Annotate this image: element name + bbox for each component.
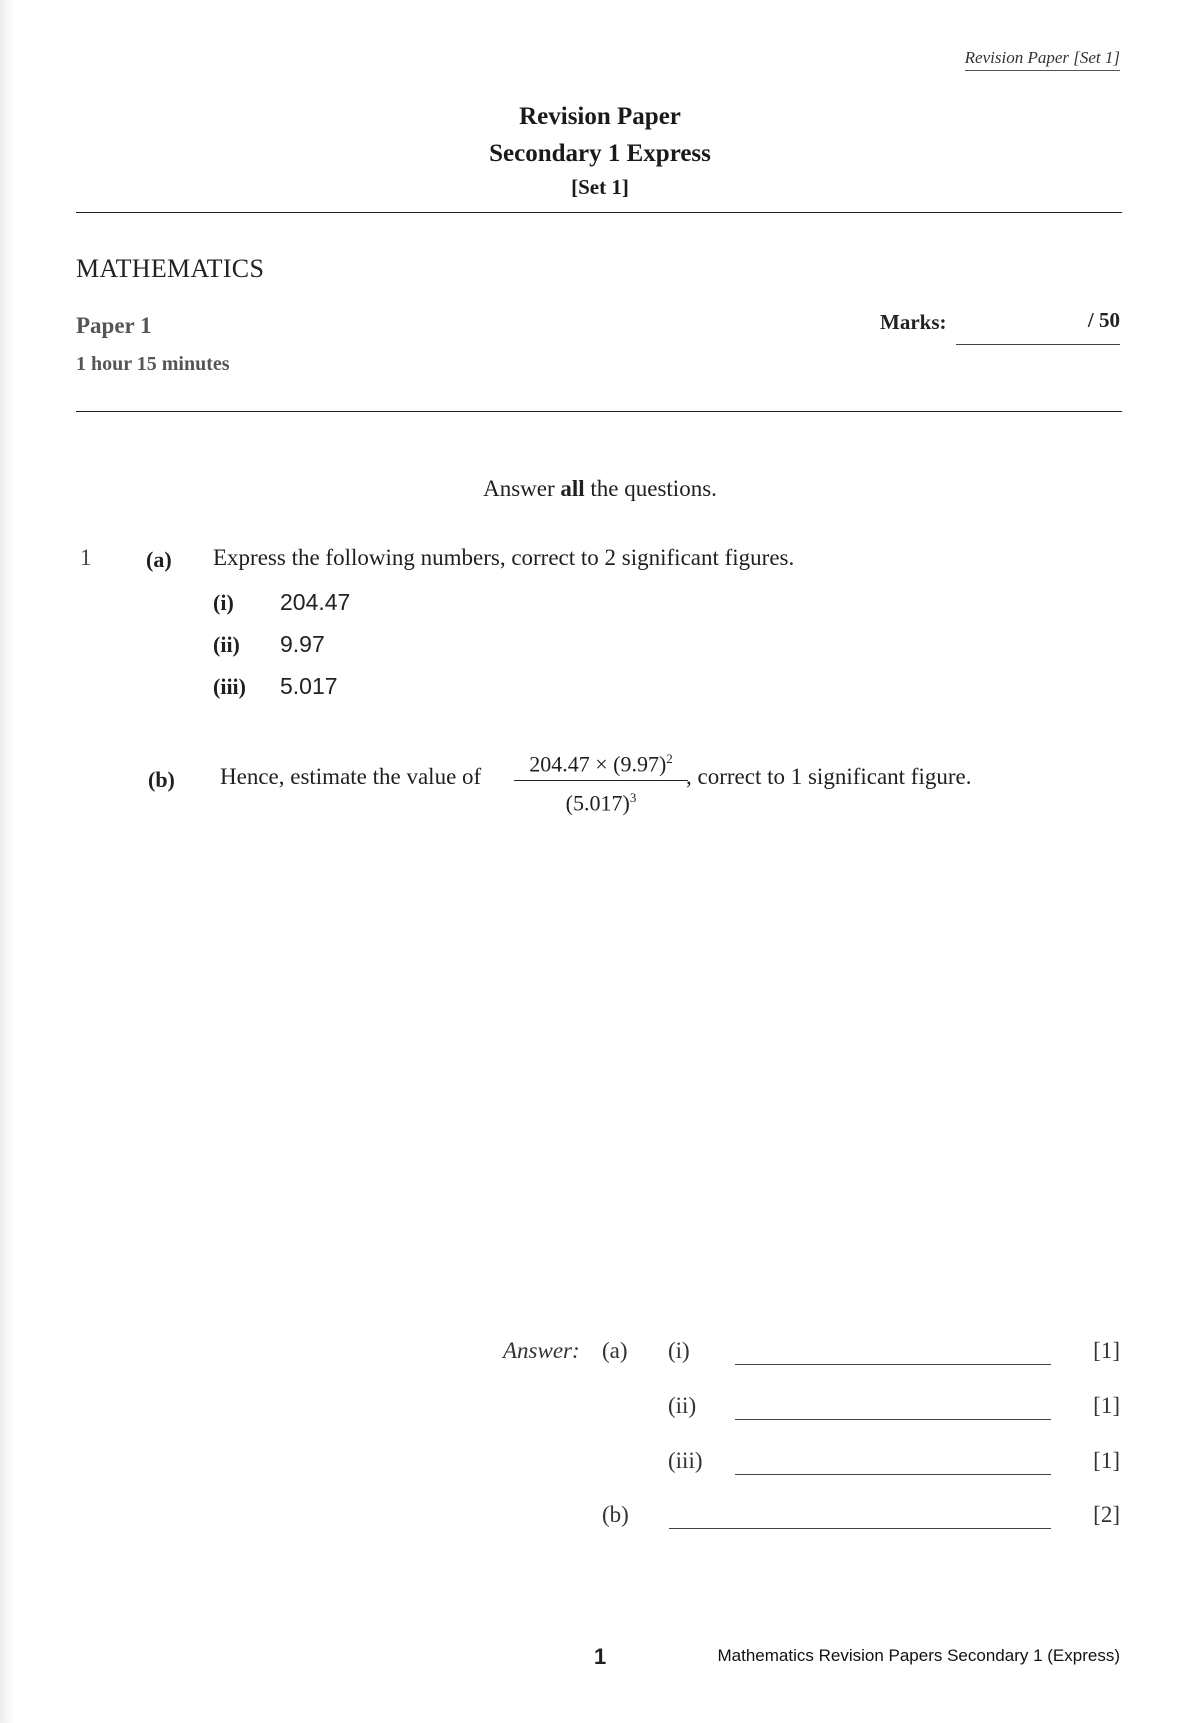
paper-duration: 1 hour 15 minutes bbox=[76, 353, 230, 375]
sub-item-value: 204.47 bbox=[280, 589, 351, 615]
marks-label: Marks: bbox=[880, 310, 947, 334]
paper-title: Revision Paper bbox=[519, 103, 681, 130]
answer-part-a-label: (a) bbox=[602, 1338, 628, 1363]
part-b-label: (b) bbox=[148, 767, 175, 792]
paper-set: [Set 1] bbox=[571, 175, 629, 199]
answer-label: Answer: bbox=[503, 1338, 580, 1363]
fraction-numerator bbox=[514, 745, 688, 778]
fraction-bar bbox=[514, 780, 688, 781]
header-rule-bottom bbox=[76, 411, 1122, 412]
paper-number: Paper 1 bbox=[76, 313, 152, 338]
paper-level: Secondary 1 Express bbox=[489, 140, 711, 167]
part-b-text-after: , correct to 1 significant figure. bbox=[686, 764, 972, 789]
footer-book-title: Mathematics Revision Papers Secondary 1 (Express) bbox=[717, 1646, 1120, 1665]
answer-row-label: (ii) bbox=[668, 1393, 697, 1418]
answer-blank-part-b[interactable] bbox=[669, 1528, 1051, 1529]
numerator-exponent: 2 bbox=[666, 751, 673, 766]
footer-page-number: 1 bbox=[594, 1644, 607, 1669]
answer-marks: [1] bbox=[1093, 1338, 1120, 1363]
answer-blank[interactable] bbox=[735, 1474, 1051, 1475]
answer-row-label: (iii) bbox=[668, 1448, 703, 1473]
marks-total: / 50 bbox=[1087, 308, 1120, 332]
answer-marks: [2] bbox=[1093, 1502, 1120, 1527]
subject-title: MATHEMATICS bbox=[76, 254, 265, 283]
numerator-text: 204.47 × (9.97) bbox=[529, 751, 667, 777]
answer-marks: [1] bbox=[1093, 1448, 1120, 1473]
running-head bbox=[965, 48, 1120, 68]
fraction-denominator bbox=[514, 784, 688, 817]
instruction-text-after: the questions. bbox=[584, 476, 717, 501]
denominator-text: (5.017) bbox=[565, 790, 630, 816]
header-rule-top bbox=[76, 212, 1122, 213]
sub-item-label: (ii) bbox=[213, 632, 240, 657]
estimate-fraction bbox=[514, 745, 688, 818]
part-a-label: (a) bbox=[146, 547, 172, 572]
answer-blank[interactable] bbox=[735, 1364, 1051, 1365]
instruction-emphasis: all bbox=[560, 476, 585, 501]
sub-item-value: 9.97 bbox=[280, 631, 325, 657]
answer-row-label: (i) bbox=[668, 1338, 690, 1363]
running-head-text: Revision Paper [Set 1] bbox=[964, 48, 1120, 67]
part-a-text: Express the following numbers, correct to 2 significant figures. bbox=[213, 545, 795, 570]
sub-item-label: (iii) bbox=[213, 674, 246, 699]
instruction-text-before: Answer bbox=[483, 476, 561, 501]
question-number: 1 bbox=[80, 545, 92, 570]
denominator-exponent: 3 bbox=[629, 790, 637, 806]
sub-item-label: (i) bbox=[213, 590, 234, 615]
answer-marks: [1] bbox=[1093, 1393, 1120, 1418]
answer-part-b-label: (b) bbox=[602, 1502, 629, 1527]
marks-blank[interactable] bbox=[956, 344, 1120, 345]
instruction bbox=[0, 476, 1200, 502]
answer-blank[interactable] bbox=[735, 1419, 1051, 1420]
running-head-underline bbox=[965, 70, 1120, 71]
sub-item-value: 5.017 bbox=[280, 673, 338, 699]
title-block bbox=[0, 98, 1200, 202]
part-b-text: Hence, estimate the value of bbox=[220, 764, 482, 789]
scan-edge-shadow bbox=[0, 0, 14, 1723]
